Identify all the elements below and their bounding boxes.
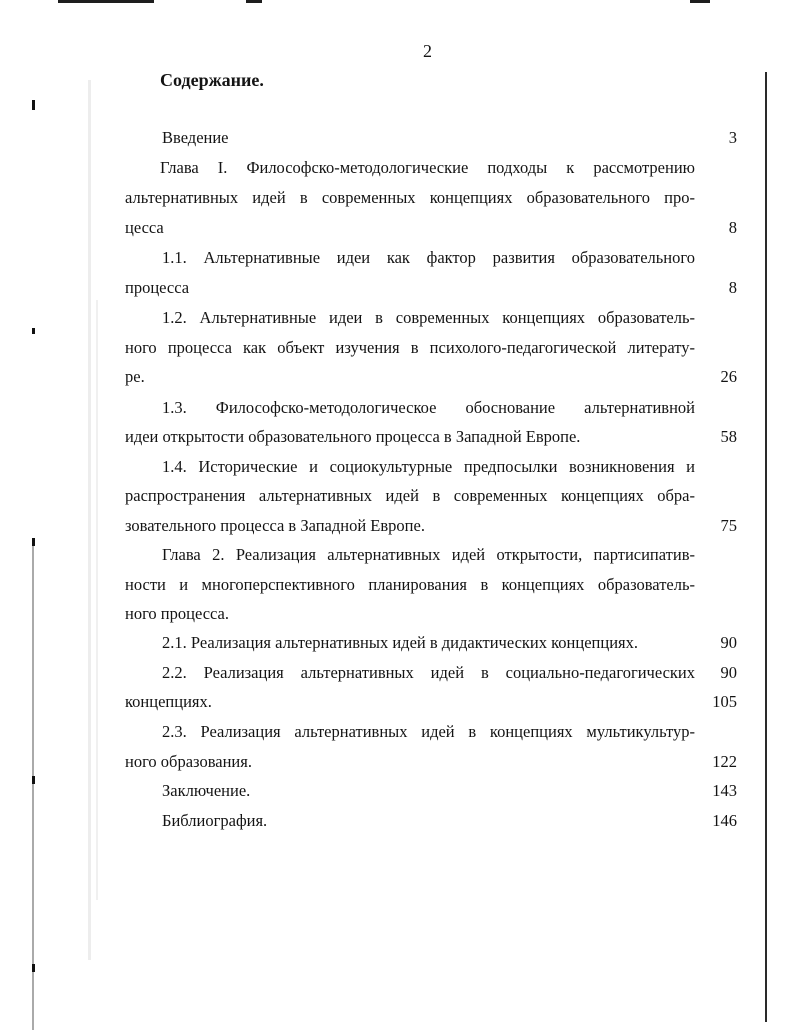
toc-chapter1-page: 8 [728,218,737,237]
toc-section-1-1-line-2: процесса [125,278,190,297]
toc-conclusion-page: 143 [712,781,737,800]
scan-edge-right [765,72,767,1022]
toc-section-2-3-line-1: 2.3. Реализация альтернативных идей в концепциях мультикультур- [162,722,695,741]
toc-intro-page: 3 [728,128,737,147]
toc-section-1-3-page: 58 [720,427,737,446]
toc-chapter1-line-1: Глава I. Философско-методологические подходы к рассмотрению [160,158,695,177]
toc-section-2-2-line-1: 2.2. Реализация альтернативных идей в социально-педагогических [162,663,695,682]
toc-chapter1-line-3: цесса [125,218,164,237]
scan-edge-left [32,540,34,1030]
toc-chapter2-line-1: Глава 2. Реализация альтернативных идей открытости, партисипатив- [162,545,695,564]
scan-mark-left-4 [32,776,35,784]
toc-chapter1-line-2: альтернативных идей в современных концепциях образовательного про- [125,188,695,207]
toc-section-1-4-page: 75 [720,516,737,535]
toc-section-2-2-page-2: 105 [712,692,737,711]
toc-section-1-3-line-2: идеи открытости образовательного процесса в Западной Европе. [125,427,581,446]
scan-edge-top-left [58,0,154,3]
contents-heading: Содержание. [160,70,264,90]
toc-section-2-3-line-2: ного образования. [125,752,252,771]
toc-conclusion-title: Заключение. [162,781,251,800]
scan-mark-left-2 [32,328,35,334]
scan-mark-left-5 [32,964,35,972]
toc-section-2-2-page-1: 90 [720,663,737,682]
scan-noise-strip-1 [88,80,91,960]
toc-bibliography-title: Библиография. [162,811,268,830]
toc-bibliography-page: 146 [712,811,737,830]
toc-section-2-3-page: 122 [712,752,737,771]
toc-section-1-4-line-1: 1.4. Исторические и социокультурные предпосылки возникновения и [162,457,695,476]
toc-section-1-4-line-3: зовательного процесса в Западной Европе. [125,516,425,535]
toc-chapter2-line-3: ного процесса. [125,604,230,623]
toc-section-1-1-page: 8 [728,278,737,297]
toc-section-2-1-page: 90 [720,633,737,652]
scan-noise-strip-2 [96,300,98,900]
toc-section-1-4-line-2: распространения альтернативных идей в современных концепциях обра- [125,486,695,505]
scan-edge-top-middle [246,0,262,3]
toc-section-1-3-line-1: 1.3. Философско-методологическое обоснование альтернативной [162,398,695,417]
toc-section-1-1-line-1: 1.1. Альтернативные идеи как фактор развития образовательного [162,248,695,267]
toc-section-1-2-line-3: ре. [125,367,145,386]
scan-mark-left-1 [32,100,35,110]
page-number: 2 [423,41,432,61]
toc-intro-title: Введение [162,128,229,147]
scan-mark-left-3 [32,538,35,546]
toc-section-2-2-line-2: концепциях. [125,692,212,711]
toc-section-1-2-page: 26 [720,367,737,386]
toc-chapter2-line-2: ности и многоперспективного планирования в концепциях образователь- [125,575,695,594]
scan-edge-top-right [690,0,710,3]
toc-section-1-2-line-2: ного процесса как объект изучения в психолого-педагогической литерату- [125,338,695,357]
toc-section-2-1-line-1: 2.1. Реализация альтернативных идей в дидактических концепциях. [162,633,638,652]
toc-section-1-2-line-1: 1.2. Альтернативные идеи в современных концепциях образователь- [162,308,695,327]
